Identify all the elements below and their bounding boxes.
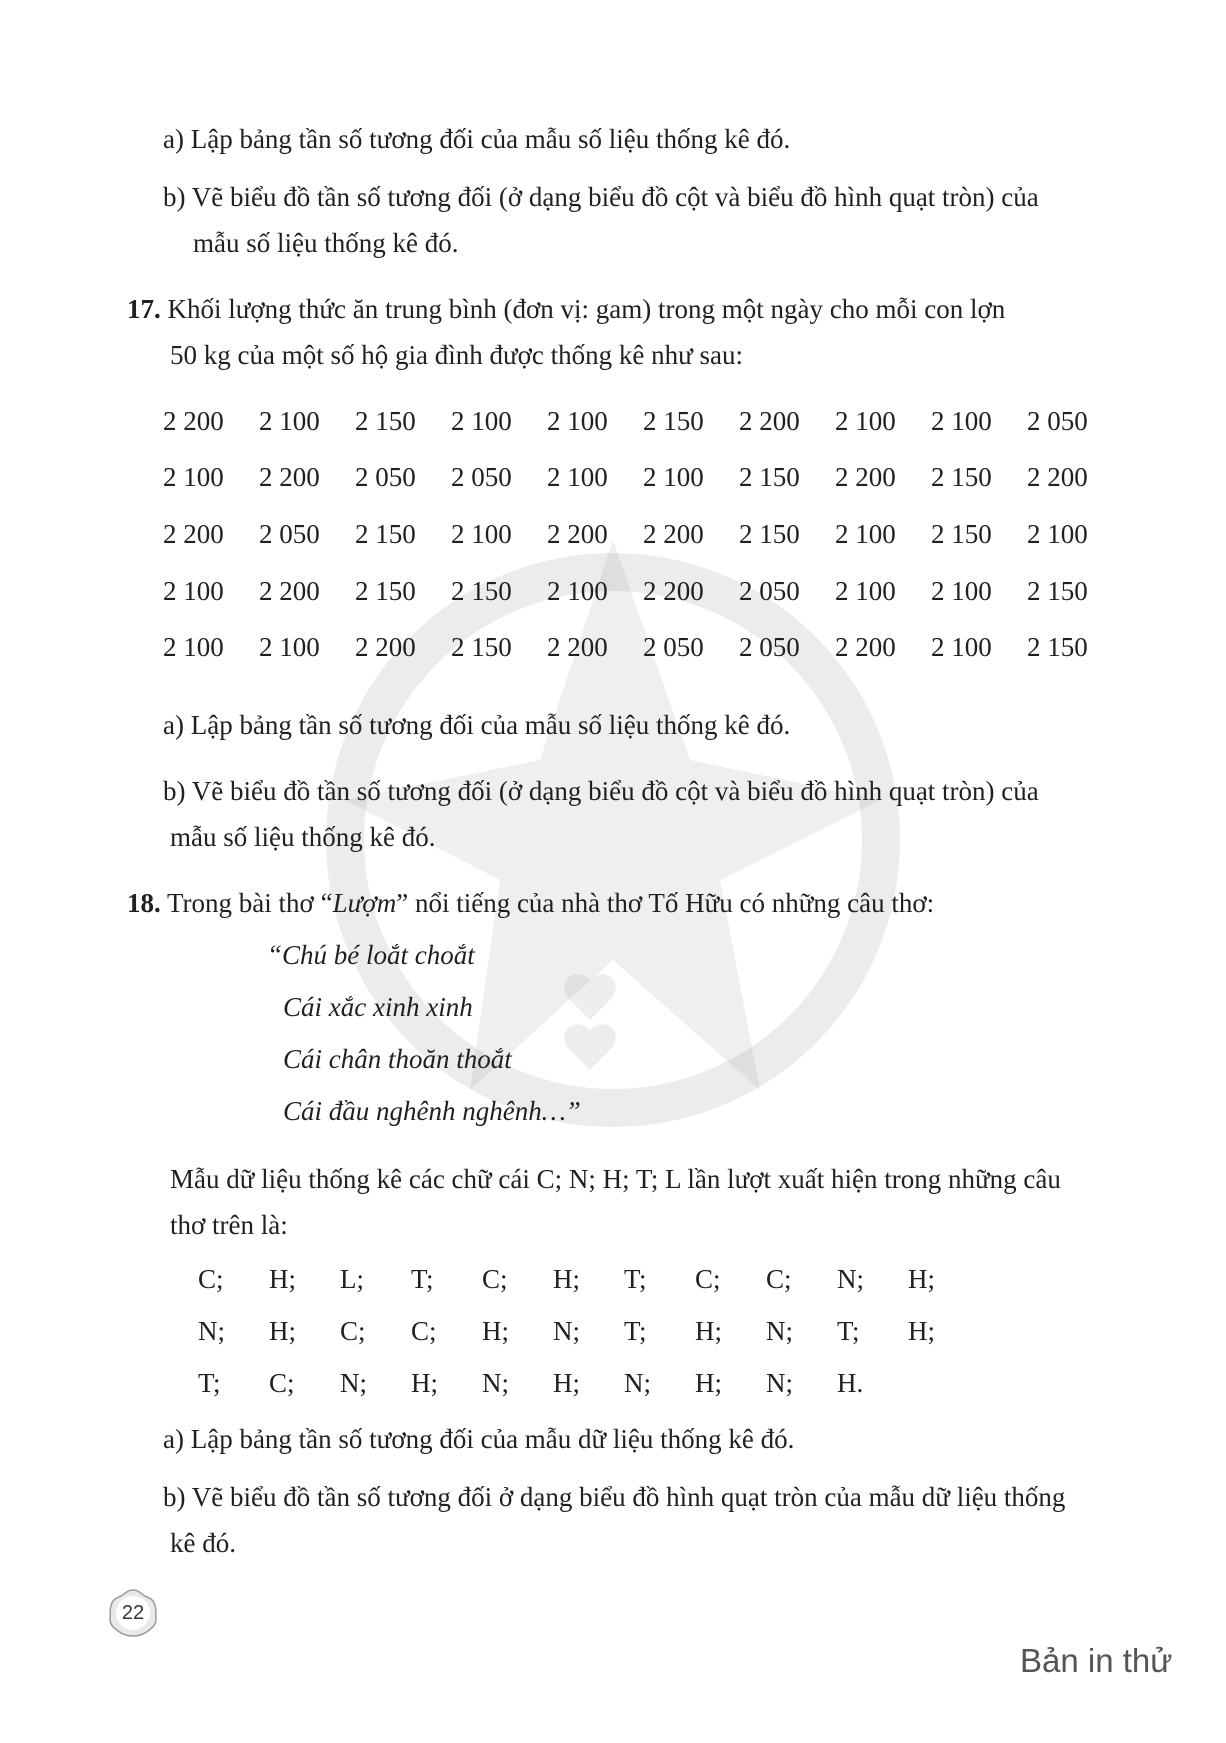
q18-letter-cell: H; (908, 1264, 935, 1294)
q18-letter-cell: H; (695, 1368, 722, 1398)
q17-data-cell: 2 150 (1027, 632, 1088, 662)
q18-letter-cell: N; (198, 1316, 225, 1346)
q17-data-cell: 2 200 (259, 576, 320, 606)
q17-data-cell: 2 200 (643, 576, 704, 606)
q18-letter-cell: C; (411, 1316, 437, 1346)
q18-part-b-line2: kê đó. (170, 1528, 236, 1558)
q18-letter-cell: T; (411, 1264, 434, 1294)
q18-number: 18. (127, 888, 161, 918)
q17-data-cell: 2 100 (931, 406, 992, 436)
q18-letter-cell: T; (198, 1368, 221, 1398)
q18-letter-cell: C; (482, 1264, 508, 1294)
q17-statement-line1 (127, 292, 1005, 326)
q17-data-cell: 2 150 (931, 519, 992, 549)
q17-data-cell: 2 050 (259, 519, 320, 549)
q18-text-after: ” nổi tiếng của nhà thơ Tố Hữu có những câu thơ: (396, 888, 935, 918)
q17-data-cell: 2 200 (739, 406, 800, 436)
intro-part-b-line2: mẫu số liệu thống kê đó. (193, 228, 459, 258)
q18-letter-cell: H; (269, 1316, 296, 1346)
q17-data-cell: 2 100 (835, 519, 896, 549)
q17-data-cell: 2 150 (355, 406, 416, 436)
q17-data-cell: 2 100 (451, 406, 512, 436)
q18-text-before: Trong bài thơ “ (167, 888, 333, 918)
q18-letter-cell: L; (340, 1264, 364, 1294)
q18-letter-cell: C; (695, 1264, 721, 1294)
q18-letter-cell: N; (837, 1264, 864, 1294)
q18-letter-cell: H; (553, 1368, 580, 1398)
q17-data-cell: 2 100 (163, 632, 224, 662)
q18-letter-cell: C; (340, 1316, 366, 1346)
q17-data-cell: 2 200 (643, 519, 704, 549)
q17-data-cell: 2 150 (739, 519, 800, 549)
q17-data-cell: 2 100 (643, 462, 704, 492)
q17-data-cell: 2 100 (163, 576, 224, 606)
q17-data-cell: 2 200 (547, 632, 608, 662)
poem-line-2: Cái xắc xinh xinh (283, 992, 473, 1022)
q17-data-cell: 2 150 (355, 519, 416, 549)
q17-data-cell: 2 100 (1027, 519, 1088, 549)
q17-part-b-line1: b) Vẽ biểu đồ tần số tương đối (ở dạng biểu đồ cột và biểu đồ hình quạt tròn) của (163, 776, 1039, 806)
q18-letter-cell: H; (553, 1264, 580, 1294)
q17-data-cell: 2 150 (451, 576, 512, 606)
q18-description-line1: Mẫu dữ liệu thống kê các chữ cái C; N; H; T; L lần lượt xuất hiện trong những câu (170, 1164, 1061, 1194)
q17-data-cell: 2 050 (739, 576, 800, 606)
q18-statement (127, 886, 934, 920)
q17-data-cell: 2 200 (835, 632, 896, 662)
q17-data-cell: 2 200 (355, 632, 416, 662)
q17-number: 17. (127, 294, 161, 324)
q18-letter-cell: C; (269, 1368, 295, 1398)
q17-data-cell: 2 100 (259, 632, 320, 662)
q18-description-line2: thơ trên là: (170, 1210, 288, 1240)
q17-data-cell: 2 150 (451, 632, 512, 662)
q18-letter-cell: C; (198, 1264, 224, 1294)
q18-letter-cell: H; (695, 1316, 722, 1346)
q17-data-cell: 2 100 (835, 406, 896, 436)
q18-letter-cell: N; (340, 1368, 367, 1398)
q18-letter-cell: N; (624, 1368, 651, 1398)
q18-letter-cell: T; (837, 1316, 860, 1346)
q17-part-b-line2: mẫu số liệu thống kê đó. (170, 822, 436, 852)
q17-data-cell: 2 100 (451, 519, 512, 549)
q17-data-cell: 2 150 (1027, 576, 1088, 606)
q17-data-cell: 2 050 (739, 632, 800, 662)
q17-data-cell: 2 100 (931, 632, 992, 662)
q18-letter-cell: T; (624, 1316, 647, 1346)
intro-part-a: a) Lập bảng tần số tương đối của mẫu số liệu thống kê đó. (163, 124, 791, 154)
q17-data-cell: 2 100 (163, 462, 224, 492)
q18-letter-cell: H; (269, 1264, 296, 1294)
q18-letter-cell: N; (766, 1316, 793, 1346)
q18-letter-cell: H. (837, 1368, 864, 1398)
q18-part-a: a) Lập bảng tần số tương đối của mẫu dữ liệu thống kê đó. (163, 1424, 795, 1454)
q17-data-cell: 2 050 (643, 632, 704, 662)
q17-text1: Khối lượng thức ăn trung bình (đơn vị: gam) trong một ngày cho mỗi con lợn (167, 294, 1006, 324)
q17-data-cell: 2 100 (547, 462, 608, 492)
q17-data-cell: 2 150 (739, 462, 800, 492)
q18-letter-cell: N; (766, 1368, 793, 1398)
q18-letter-cell: H; (482, 1316, 509, 1346)
q17-data-cell: 2 150 (355, 576, 416, 606)
q18-part-b-line1: b) Vẽ biểu đồ tần số tương đối ở dạng biểu đồ hình quạt tròn của mẫu dữ liệu thống (163, 1482, 1066, 1512)
q17-data-cell: 2 200 (163, 519, 224, 549)
poem-line-4: Cái đầu nghênh nghênh…” (283, 1096, 581, 1126)
q17-data-cell: 2 100 (547, 576, 608, 606)
q17-part-a: a) Lập bảng tần số tương đối của mẫu số liệu thống kê đó. (163, 710, 791, 740)
q17-data-cell: 2 050 (355, 462, 416, 492)
q18-letter-cell: T; (624, 1264, 647, 1294)
intro-part-b-line1: b) Vẽ biểu đồ tần số tương đối (ở dạng biểu đồ cột và biểu đồ hình quạt tròn) của (163, 182, 1039, 212)
q17-data-cell: 2 200 (163, 406, 224, 436)
q18-poem-title: Lượm (332, 888, 397, 918)
q18-letter-cell: H; (908, 1316, 935, 1346)
q17-data-cell: 2 050 (1027, 406, 1088, 436)
q17-statement-line2: 50 kg của một số hộ gia đình được thống kê như sau: (170, 340, 743, 370)
q18-letter-cell: N; (482, 1368, 509, 1398)
q17-data-cell: 2 100 (547, 406, 608, 436)
q17-data-cell: 2 050 (451, 462, 512, 492)
q18-letter-cell: N; (553, 1316, 580, 1346)
q17-data-cell: 2 200 (259, 462, 320, 492)
q17-data-cell: 2 100 (835, 576, 896, 606)
page-number: 22 (121, 1602, 145, 1624)
q17-data-cell: 2 100 (931, 576, 992, 606)
q17-data-cell: 2 200 (1027, 462, 1088, 492)
poem-line-1: “Chú bé loắt choắt (267, 940, 475, 970)
q17-data-cell: 2 150 (931, 462, 992, 492)
q17-data-cell: 2 200 (547, 519, 608, 549)
q17-data-cell: 2 150 (643, 406, 704, 436)
poem-line-3: Cái chân thoăn thoắt (283, 1044, 512, 1074)
q17-data-cell: 2 100 (259, 406, 320, 436)
q17-data-cell: 2 200 (835, 462, 896, 492)
q18-letter-cell: C; (766, 1264, 792, 1294)
q18-letter-cell: H; (411, 1368, 438, 1398)
print-proof-label: Bản in thử (1020, 1642, 1173, 1679)
